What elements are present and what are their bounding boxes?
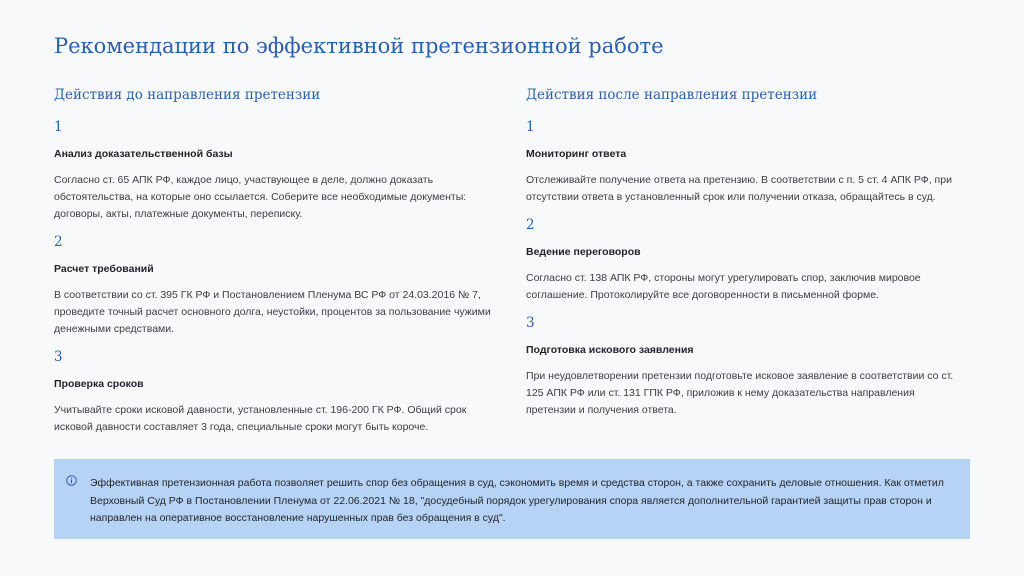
right-column: [526, 86, 966, 419]
step-title: Анализ доказательственной базы: [54, 148, 233, 160]
right-step-1: [526, 118, 966, 206]
step-title: Подготовка искового заявления: [526, 344, 694, 356]
step-number: 2: [526, 217, 535, 233]
note-text: Эффективная претензионная работа позволяет решить спор без обращения в суд, сэкономить время и средства сторон, а также сохранить деловые отношения. Как отметил Верховный Суд РФ в Постановлении Пленума от 22.06.2021 № 18, "досудебный порядок урегулирования спора является дополнительной гарантией защиты прав сторон и направлен на оперативное восстановление нарушенных прав без обращения в суд".: [90, 477, 944, 524]
page-title: Рекомендации по эффективной претензионной работе: [54, 34, 664, 58]
step-number: 2: [54, 234, 63, 250]
right-step-3: [526, 314, 966, 419]
left-column: [54, 86, 494, 436]
info-note: [54, 459, 970, 539]
left-step-1: [54, 118, 494, 223]
step-text: Учитывайте сроки исковой давности, установленные ст. 196-200 ГК РФ. Общий срок исковой давности составляет 3 года, специальные сроки могут быть короче.: [54, 404, 467, 433]
step-number: 1: [54, 119, 63, 135]
info-icon: [66, 475, 77, 486]
left-column-heading: Действия до направления претензии: [54, 87, 321, 103]
step-number: 1: [526, 119, 535, 135]
step-title: Расчет требований: [54, 263, 154, 275]
step-title: Ведение переговоров: [526, 246, 641, 258]
step-text: Согласно ст. 138 АПК РФ, стороны могут урегулировать спор, заключив мировое соглашение. Протоколируйте все договоренности в письменной форме.: [526, 272, 921, 301]
left-step-2: [54, 233, 494, 338]
right-step-2: [526, 216, 966, 304]
step-text: Отслеживайте получение ответа на претензию. В соответствии с п. 5 ст. 4 АПК РФ, при отсутствии ответа в установленный срок или получении отказа, обращайтесь в суд.: [526, 174, 952, 203]
left-step-3: [54, 348, 494, 436]
step-title: Мониторинг ответа: [526, 148, 627, 160]
step-text: В соответствии со ст. 395 ГК РФ и Постановлением Пленума ВС РФ от 24.03.2016 № 7, проведите точный расчет основного долга, неустойки, процентов за пользование чужими денежными средствами.: [54, 289, 491, 335]
step-title: Проверка сроков: [54, 378, 144, 390]
step-number: 3: [54, 349, 63, 365]
step-text: При неудовлетворении претензии подготовьте исковое заявление в соответствии со ст. 125 АПК РФ или ст. 131 ГПК РФ, приложив к нему доказательства направления претензии и получения ответа.: [526, 370, 954, 416]
step-text: Согласно ст. 65 АПК РФ, каждое лицо, участвующее в деле, должно доказать обстоятельства, на которые оно ссылается. Соберите все необходимые документы: договоры, акты, платежные документы, переписку.: [54, 174, 467, 220]
right-column-heading: Действия после направления претензии: [526, 87, 818, 103]
step-number: 3: [526, 315, 535, 331]
